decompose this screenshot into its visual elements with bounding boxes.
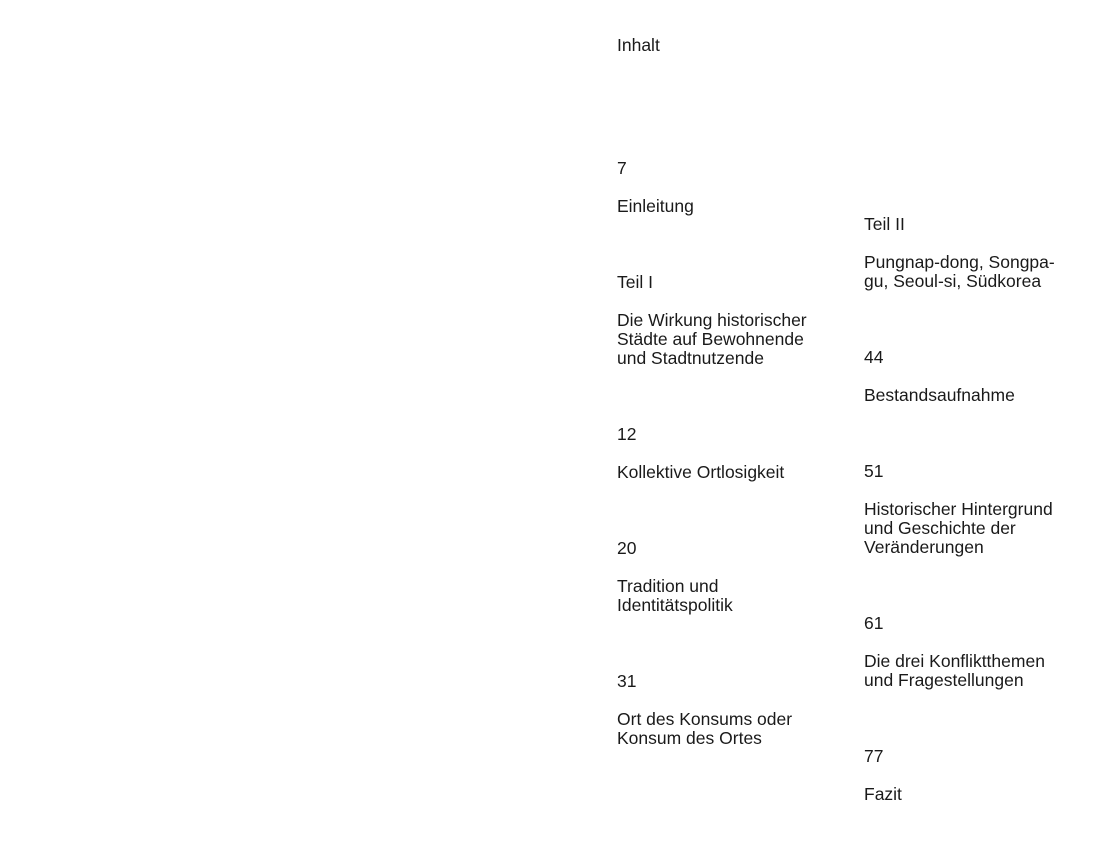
toc-entry — [864, 595, 1104, 709]
toc-part-entry — [864, 196, 1104, 310]
toc-entry-title: Ort des Konsums oder Konsum des Ortes — [617, 709, 793, 748]
toc-entry — [617, 653, 857, 767]
toc-page-number: 51 — [864, 461, 884, 481]
toc-entry-title: Einleitung — [617, 196, 694, 216]
toc-part-label: Teil II — [864, 214, 905, 234]
toc-entry-title: Tradition und Identitätspolitik — [617, 576, 733, 615]
toc-entry — [864, 728, 1104, 823]
toc-part-entry — [617, 254, 857, 387]
toc-part-title: Pungnap-dong, Songpa- gu, Seoul-si, Südkorea — [864, 252, 1055, 291]
toc-page-number: 31 — [617, 671, 637, 691]
toc-page-number: 61 — [864, 613, 884, 633]
toc-page-number: 20 — [617, 538, 637, 558]
toc-entry — [864, 329, 1104, 424]
toc-entry — [864, 443, 1104, 576]
toc-entry — [617, 406, 857, 501]
toc-entry-title: Bestandsaufnahme — [864, 385, 1015, 405]
toc-entry — [617, 140, 857, 235]
toc-column-right — [864, 196, 1104, 842]
toc-entry-title: Fazit — [864, 784, 902, 804]
toc-page-number: 77 — [864, 746, 884, 766]
toc-entry-title: Historischer Hintergrund und Geschichte der Veränderungen — [864, 499, 1053, 557]
toc-part-label: Teil I — [617, 272, 653, 292]
toc-page-number: 7 — [617, 158, 627, 178]
page-title: Inhalt — [617, 35, 660, 55]
toc-entry — [617, 520, 857, 634]
toc-page-number: 44 — [864, 347, 884, 367]
toc-entry-title: Die drei Konfliktthemen und Fragestellungen — [864, 651, 1045, 690]
toc-column-left — [617, 140, 857, 786]
toc-page-number: 12 — [617, 424, 637, 444]
toc-entry-title: Kollektive Ortlosigkeit — [617, 462, 785, 482]
toc-part-title: Die Wirkung historischer Städte auf Bewohnende und Stadtnutzende — [617, 310, 807, 368]
